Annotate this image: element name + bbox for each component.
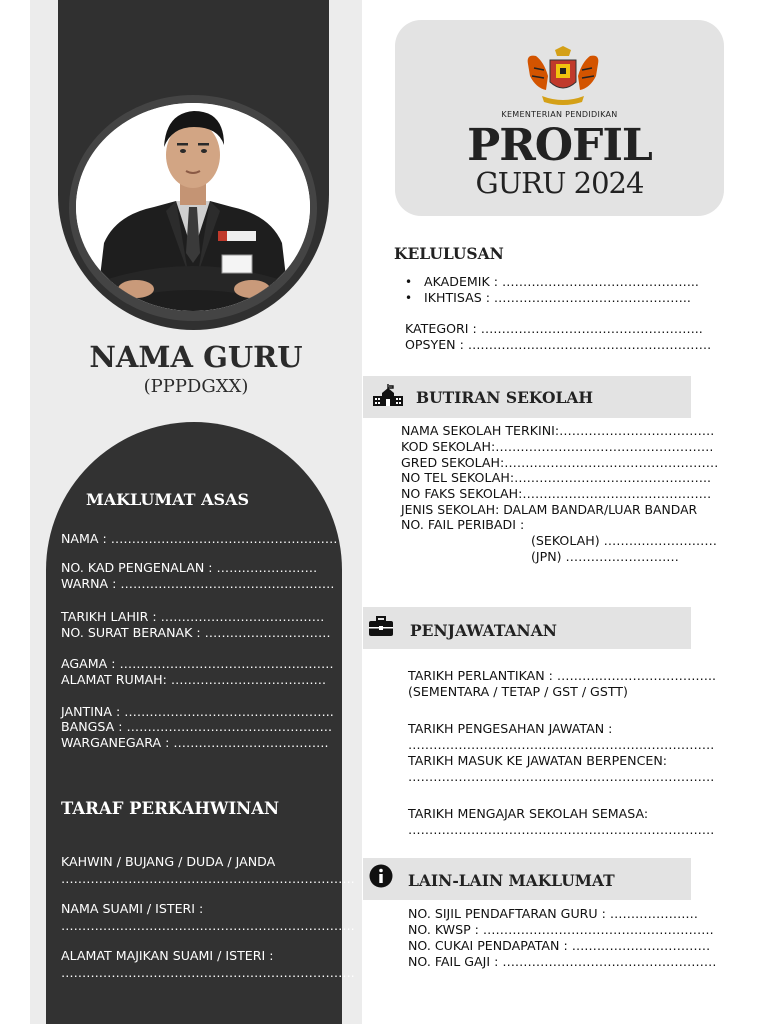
field-pengesahan-blank: ………………………………………………………………. [408,737,715,752]
field-kad-pengenalan: NO. KAD PENGENALAN : …………………… [61,560,318,575]
field-jantina: JANTINA : ………………………………………….. [61,704,334,719]
field-berpencen-blank: ………………………………………………………………. [408,769,715,784]
field-alamat-majikan-blank: ……………………………………………………………. [61,965,355,980]
field-kategori: KATEGORI : …………………………………………….. [405,321,703,336]
field-nama-sekolah: NAMA SEKOLAH TERKINI:………………………………. [401,423,715,438]
field-fail-jpn: (JPN) ……………………… [531,549,679,564]
field-bangsa: BANGSA : …………………………………………. [61,719,333,734]
field-gred-sekolah: GRED SEKOLAH:…………………………………………… [401,455,719,470]
field-sijil-pendaftaran: NO. SIJIL PENDAFTARAN GURU : ………………… [408,906,699,921]
field-opsyen: OPSYEN : …………………………………………………. [405,337,712,352]
school-icon [372,383,404,407]
info-icon [369,864,393,888]
field-akademik: AKADEMIK : ……………………………………….. [424,274,699,289]
document-title: PROFIL [467,120,652,171]
field-nama-pasangan-blank: ……………………………………………………………. [61,918,355,933]
field-fail-sekolah: (SEKOLAH) ……………………… [531,533,717,548]
field-mengajar-sekolah: TARIKH MENGAJAR SEKOLAH SEMASA: [408,806,649,821]
field-kwsp: NO. KWSP : ………………………………………………. [408,922,714,937]
teacher-portrait-illustration [76,103,310,311]
field-fail-peribadi: NO. FAIL PERIBADI : [401,517,525,532]
document-subtitle: GURU 2024 [475,166,644,200]
briefcase-icon [368,616,394,638]
field-tarikh-lahir: TARIKH LAHIR : ………………………………… [61,609,325,624]
bullet-dot: • [405,275,413,289]
field-tarikh-perlantikan: TARIKH PERLANTIKAN : ……………………………….. [408,668,717,683]
field-kod-sekolah: KOD SEKOLAH:……………………………………………. [401,439,714,454]
field-cukai-pendapatan: NO. CUKAI PENDAPATAN : …………………………… [408,938,711,953]
bullet-dot: • [405,291,413,305]
field-pengesahan-jawatan: TARIKH PENGESAHAN JAWATAN : [408,721,613,736]
field-nama: NAMA : ……………………………………………… [61,531,338,546]
position-heading: PENJAWATANAN [410,621,557,640]
field-status-kahwin-blank: ……………………………………………………………. [61,871,355,886]
school-heading: BUTIRAN SEKOLAH [416,388,594,407]
field-jawatan-berpencen: TARIKH MASUK KE JAWATAN BERPENCEN: [408,753,668,768]
teacher-name: NAMA GURU [89,340,303,374]
field-warna: WARNA : …………………………………………… [61,576,335,591]
marital-heading: TARAF PERKAHWINAN [61,799,280,818]
field-alamat-rumah: ALAMAT RUMAH: ………………………………. [61,672,327,687]
field-jenis-lantikan: (SEMENTARA / TETAP / GST / GSTT) [408,684,628,699]
field-alamat-majikan: ALAMAT MAJIKAN SUAMI / ISTERI : [61,948,274,963]
basic-info-panel [46,422,355,1024]
basic-info-heading: MAKLUMAT ASAS [86,490,250,509]
field-warganegara: WARGANEGARA : ………………………………. [61,735,329,750]
field-surat-beranak: NO. SURAT BERANAK : ………………………… [61,625,331,640]
coat-of-arms-logo [522,46,604,106]
field-ikhtisas: IKHTISAS : ……………………………………….. [424,290,691,305]
qualification-heading: KELULUSAN [394,244,504,263]
field-jenis-sekolah: JENIS SEKOLAH: DALAM BANDAR/LUAR BANDAR [401,502,698,517]
teacher-photo [76,103,310,311]
teacher-code: (PPPDGXX) [143,376,249,397]
field-faks-sekolah: NO FAKS SEKOLAH:……………………………………… [401,486,712,501]
field-tel-sekolah: NO TEL SEKOLAH:……………………………………….. [401,470,711,485]
other-info-heading: LAIN-LAIN MAKLUMAT [408,871,615,890]
field-agama: AGAMA : …………………………………………… [61,656,334,671]
ministry-name: KEMENTERIAN PENDIDIKAN [501,110,618,119]
field-mengajar-blank: ………………………………………………………………. [408,822,715,837]
field-nama-pasangan: NAMA SUAMI / ISTERI : [61,901,204,916]
field-status-kahwin: KAHWIN / BUJANG / DUDA / JANDA [61,854,276,869]
field-fail-gaji: NO. FAIL GAJI : …………………………………………… [408,954,717,969]
